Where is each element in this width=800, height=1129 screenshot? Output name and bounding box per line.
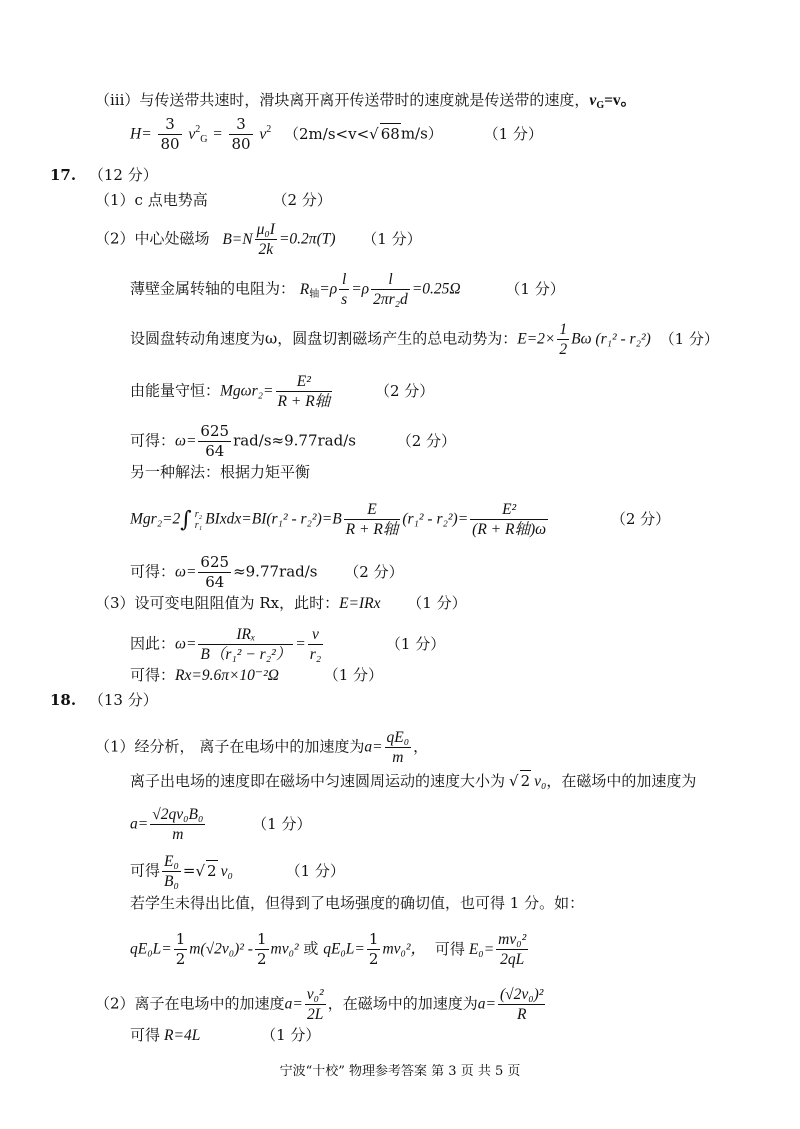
q17-result3: 可得：Rx=9.6π×10⁻²Ω （1 分）	[130, 666, 384, 684]
question-points: （13 分）	[88, 691, 158, 709]
score: （1 分）	[252, 814, 312, 833]
q16-iii-text: 与传送带共速时，滑块离开离开传送带时的速度就是传送带的速度，	[139, 91, 590, 109]
frac: $\frac{\text{√2qv₀B₀}}{m}$	[152, 806, 204, 843]
q17-alt: 另一种解法：根据力矩平衡	[130, 463, 311, 481]
q17-p2-b: （2）中心处磁场 B=N $\frac{\text{μ₀I}}{2k}$ =0.2π(T) （1 分）	[95, 221, 422, 258]
frac: $\frac{\text{IRₓ}}{\text{B（r₁² − r₂²）}}$	[200, 626, 292, 663]
frac: $\frac{l}{\text{2πr₂d}}$	[373, 271, 408, 308]
q16-iii-vg: $v_G=v$。	[589, 92, 637, 111]
frac: $\frac{625}{64}$	[200, 553, 230, 591]
frac: $\frac{625}{64}$	[200, 422, 230, 460]
q17-header	[50, 165, 158, 185]
score: （2 分）	[610, 509, 671, 528]
frac: $\frac{\text{v₀²}}{2L}$	[306, 986, 324, 1023]
frac: $\frac{v}{\text{r₂}}$	[309, 626, 322, 663]
q17-therefore: 因此：ω= $\frac{\text{IRₓ}}{\text{B（r₁² − r₂²）}}$ = $\frac{v}{\text{r₂}}$ （1 分）	[130, 626, 446, 663]
q18-acc: a= $\frac{\text{√2qv₀B₀}}{m}$ （1 分）	[130, 806, 312, 843]
score: （1 分）	[483, 124, 543, 143]
frac: $\frac{3}{80}$	[231, 115, 251, 153]
frac: $\frac{E}{\text{R + R轴}}$	[345, 501, 399, 538]
frac: $\frac{\text{E₀}}{\text{B₀}}$	[164, 853, 179, 890]
frac: $\frac{\text{qE₀}}{m}$	[386, 729, 410, 766]
score: （2 分）	[396, 431, 457, 450]
q18-p2-result: 可得 R=4L （1 分）	[130, 1026, 321, 1044]
score: （1 分）	[285, 861, 345, 880]
question-number: 17.	[50, 166, 77, 184]
frac: $\frac{\text{E²}}{\text{(R + R轴)ω}}$	[472, 501, 547, 538]
q17-p1: （1）c 点电势高 （2 分）	[95, 191, 332, 209]
frac: $\frac{\text{mv₀²}}{2qL}$	[498, 931, 527, 968]
q17-resistance: 薄壁金属转轴的电阻为： $R_轴=\rho$ $\frac{l}{s}$ =ρ $\frac{l}{\text{2πr₂d}}$ =0.25Ω （1 分）	[130, 271, 565, 308]
question-points: （12 分）	[88, 166, 158, 184]
frac: $\frac{l}{s}$	[341, 271, 348, 308]
q16-iii-label: （iii）	[95, 91, 140, 109]
frac: $\frac{3}{80}$	[160, 115, 180, 153]
frac: $\frac{1}{2}$	[368, 930, 379, 968]
score: （1 分）	[362, 229, 422, 248]
frac: $\frac{\text{μ₀I}}{2k}$	[256, 221, 275, 258]
q18-ratio: 可得 $\frac{\text{E₀}}{\text{B₀}}$ =√ 2 v₀ （1 分）	[130, 853, 345, 890]
frac: $\frac{1}{2}$	[559, 321, 568, 358]
score: （1 分）	[261, 1026, 321, 1044]
q17-result1: 可得：ω= $\frac{625}{64}$ rad/s≈9.77rad/s （2 分）	[130, 422, 457, 460]
q17-emf: 设圆盘转动角速度为ω，圆盘切割磁场产生的总电动势为：E=2× $\frac{1}{2}$ Bω (r₁² - r₂²) （1 分）	[130, 321, 719, 358]
frac: $\frac{1}{2}$	[256, 930, 267, 968]
score: （1 分）	[505, 279, 565, 298]
q16-iii-line	[95, 90, 636, 116]
frac: $\frac{\text{(√2v₀)²}}{R}$	[499, 986, 544, 1023]
q17-p3: （3）设可变电阻阻值为 Rx，此时：E=IRx （1 分）	[95, 594, 467, 612]
score: （2 分）	[374, 381, 435, 400]
q18-header	[50, 690, 158, 710]
question-number: 18.	[50, 691, 77, 709]
score: （1 分）	[407, 594, 467, 612]
q16-h-formula: H= $\frac{3}{80}$ $v^2_G$ = $\frac{3}{80}$ $v^2$ （2m/s<v<√ 68m/s） （1 分）	[130, 115, 543, 153]
score: （2 分）	[272, 191, 332, 209]
frac: $\frac{\text{E²}}{\text{R + R轴}}$	[277, 373, 331, 410]
score: （1 分）	[659, 329, 719, 348]
q18-p2: （2）离子在电场中的加速度a= $\frac{\text{v₀²}}{2L}$ ，在磁场中的加速度为a= $\frac{\text{(√2v₀)²}}{R}$	[95, 986, 544, 1023]
score: （1 分）	[323, 666, 384, 684]
page-footer: 宁波“十校” 物理参考答案 第 3 页 共 5 页	[279, 1064, 521, 1079]
q17-result2: 可得：ω= $\frac{625}{64}$ ≈9.77rad/s （2 分）	[130, 553, 404, 591]
q18-p1: （1）经分析， 离子在电场中的加速度为a= $\frac{\text{qE₀}}{m}$ ，	[95, 729, 429, 766]
q17-energy: 由能量守恒：Mgωr₂= $\frac{\text{E²}}{\text{R + R轴}}$ （2 分）	[130, 373, 435, 410]
q18-eqs: qE₀L= $\frac{1}{2}$ m(√2v₀)² - $\frac{1}{2}$ mv₀² 或 qE₀L= $\frac{1}{2}$ mv₀²， 可得 E₀= $\frac{\text{mv₀²}}{2qL}$	[130, 930, 527, 968]
q18-note: 若学生未得出比值，但得到了电场强度的确切值，也可得 1 分。如：	[130, 894, 585, 912]
q17-torque: Mgr₂=2∫ r₂ r₁ BIxdx=BI(r₁² - r₂²)=B $\frac{E}{\text{R + R轴}}$ (r₁² - r₂²)= $\frac{\text{E²}}{\text{(R + R轴)ω}}$ （2 分）	[130, 501, 671, 538]
integral-limits: r₂ r₁	[194, 508, 203, 531]
q18-speed: 离子出电场的速度即在磁场中匀速圆周运动的速度大小为 √ 2 v₀，在磁场中的加速度为	[130, 772, 697, 790]
frac: $\frac{1}{2}$	[175, 930, 186, 968]
score: （2 分）	[344, 562, 404, 581]
score: （1 分）	[385, 634, 446, 653]
